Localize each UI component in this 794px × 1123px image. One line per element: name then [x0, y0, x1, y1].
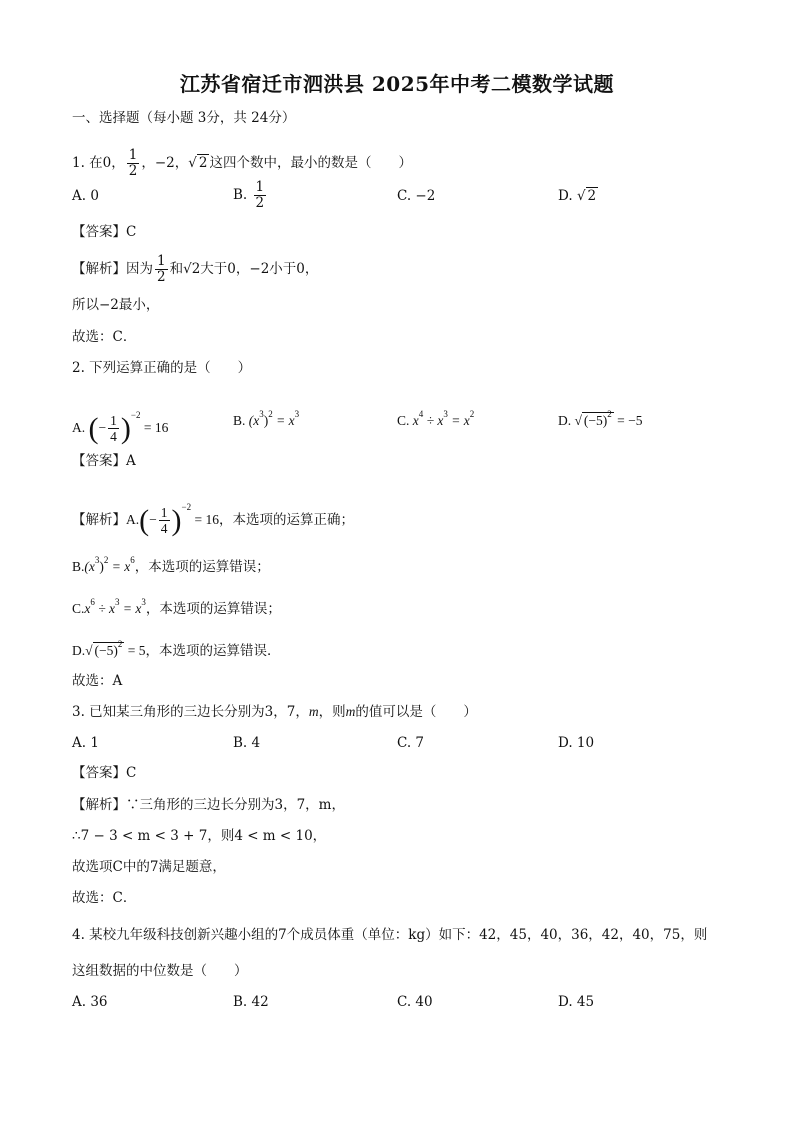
q2-option-c: C. $x^4 \div x^3 = x^2$ — [397, 409, 475, 428]
question-1-stem: 1. 在0， $\frac{1}{2}$ ，−2，√ 2 这四个数中，最小的数是（ ） — [72, 147, 412, 179]
q3-explanation-2: ∴7 − 3 < m < 3 + 7，则4 < m < 10， — [72, 828, 327, 844]
sqrt-expression: √ 2 — [188, 155, 208, 171]
page-title: 江苏省宿迁市泗洪县 2025年中考二模数学试题 — [179, 72, 615, 96]
q2-explanation-d: D.√ $(-5)^2 = 5$，本选项的运算错误． — [72, 639, 281, 658]
q4-option-d: D. 45 — [558, 994, 595, 1010]
fraction: $\frac{1}{2}$ — [128, 147, 138, 179]
q2-answer: 【答案】A — [72, 453, 136, 469]
q1-explanation-2: 所以−2最小， — [72, 297, 160, 313]
q1-option-d: D. √ 2 — [558, 188, 597, 204]
q2-option-b: B. $(x^3)^2 = x^3$ — [233, 409, 300, 428]
question-2-stem: 2. 下列运算正确的是（ ） — [72, 360, 252, 376]
q2-option-d: D. √ $(-5)^2 = -5$ — [558, 409, 643, 428]
question-4-stem-2: 这组数据的中位数是（ ） — [72, 963, 248, 979]
q3-explanation-3: 故选项C中的7满足题意， — [72, 859, 226, 875]
q4-option-a: A. 36 — [72, 994, 108, 1010]
q2-explanation-b: $B.(x^3)^2 = x^6$，本选项的运算错误； — [72, 555, 270, 574]
q2-choose: 故选：A — [72, 673, 123, 689]
question-3-stem: 3. 已知某三角形的三边长分别为3，7，m，则m的值可以是（ ） — [72, 704, 477, 720]
q1-explanation-3: 故选：C． — [72, 329, 137, 345]
q3-answer: 【答案】C — [72, 765, 137, 781]
q3-option-b: B. 4 — [233, 735, 261, 751]
q3-option-a: A. 1 — [72, 735, 99, 751]
q3-explanation-4: 故选：C． — [72, 890, 137, 906]
q3-option-d: D. 10 — [558, 735, 595, 751]
q3-option-c: C. 7 — [397, 735, 425, 751]
q3-explanation-1: 【解析】∵三角形的三边长分别为3，7，m， — [72, 797, 345, 813]
q1-option-c: C. −2 — [397, 188, 436, 204]
q1-answer: 【答案】C — [72, 224, 137, 240]
q4-option-b: B. 42 — [233, 994, 269, 1010]
q1-option-b: B. $\frac{1}{2}$ — [233, 179, 265, 211]
q1-explanation-1: 【解析】因为 $\frac{1}{2}$ 和√2大于0，−2小于0， — [72, 253, 319, 285]
q2-explanation-c: $C.x^6 \div x^3 = x^3$，本选项的运算错误； — [72, 597, 281, 616]
q4-option-c: C. 40 — [397, 994, 433, 1010]
q2-option-a: A. (− $\frac{1}{4}$ )$^{-2}$ = 16 — [72, 410, 169, 445]
section-heading: 一、选择题（每小题 3分，共 24分） — [72, 110, 296, 126]
q2-explanation-a: 【解析】A.(− $\frac{1}{4}$ )$^{-2}$ = 16，本选项的运算正确； — [72, 502, 354, 537]
q1-option-a: A. 0 — [72, 188, 99, 204]
question-4-stem-1: 4. 某校九年级科技创新兴趣小组的7个成员体重（单位：kg）如下：42，45，40，36，42，40，75，则 — [72, 927, 708, 943]
